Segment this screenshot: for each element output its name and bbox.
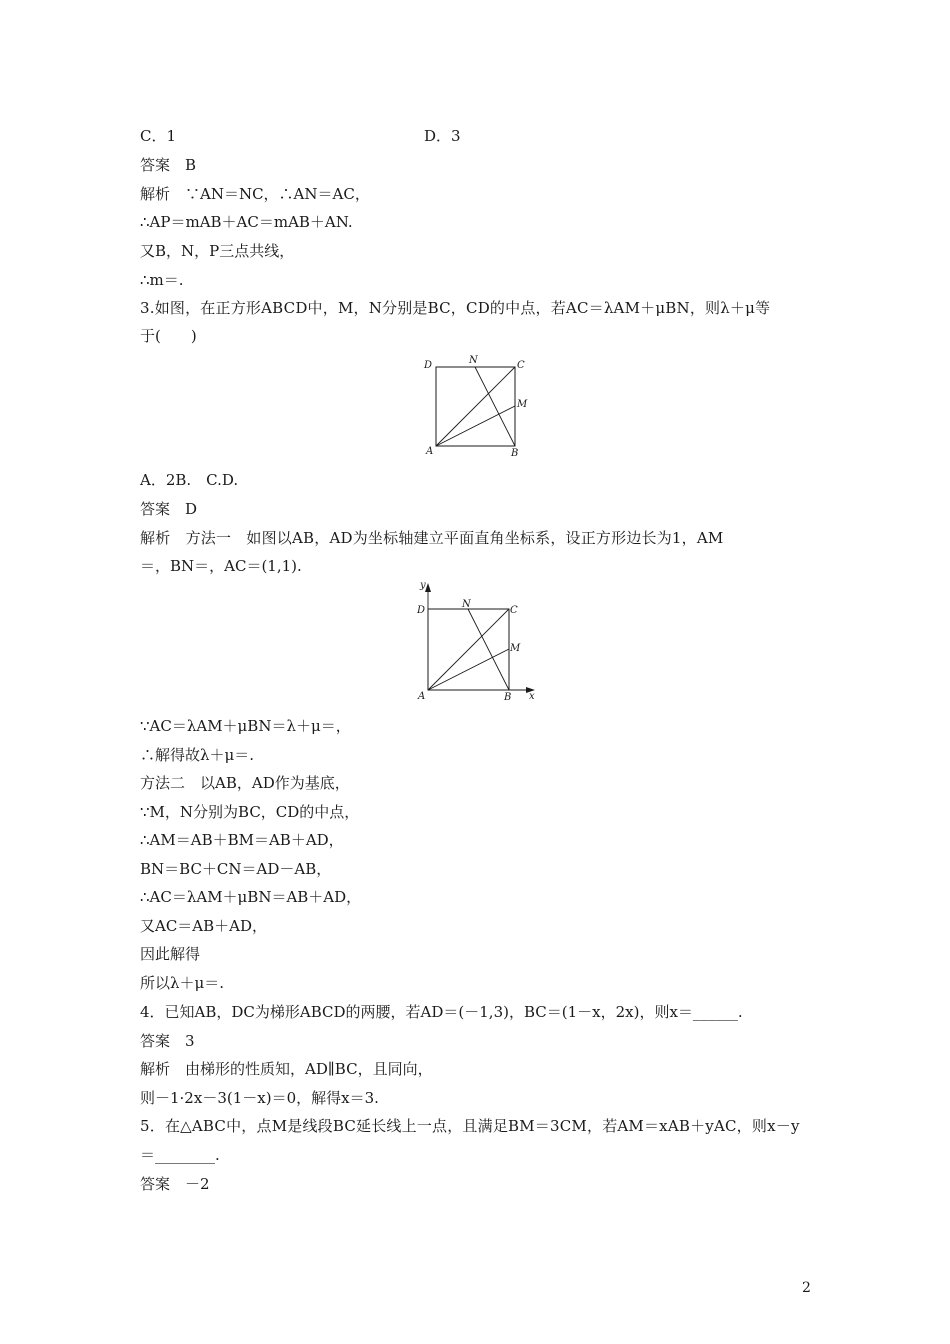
fig2-label-a: A [418,691,426,702]
fig1-label-d: D [424,360,433,371]
answer-1: 答案 B [140,156,197,174]
analysis-3-method2: 方法二 以AB，AD作为基底， [140,774,350,792]
analysis-3-method2-line8: 所以λ＋μ＝. [140,974,225,992]
square-figure-1 [420,352,530,462]
fig2-label-y: y [420,580,426,591]
question-3-options: A．2B. C.D. [140,471,239,489]
answer-3: 答案 D [140,500,198,518]
question-3: 3.如图，在正方形ABCD中，M，N分别是BC，CD的中点，若AC＝λAM＋μBN，则λ＋μ等 [140,299,771,317]
coordinate-figure-2 [412,578,542,704]
question-5: 5．在△ABC中，点M是线段BC延长线上一点，且满足BM＝3CM，若AM＝xAB＋yAC，则x－y [140,1117,800,1135]
fig2-label-d: D [417,605,426,616]
analysis-1-line2: ∴AP＝mAB＋AC＝mAB＋AN. [140,213,353,231]
analysis-1-line4: ∴m＝. [140,271,184,289]
analysis-4: 解析 由梯形的性质知，AD∥BC，且同向， [140,1060,433,1078]
analysis-3-method2-line4: BN＝BC＋CN＝AD－AB， [140,860,332,878]
analysis-3-equation: ∵AC＝λAM＋μBN＝λ＋μ＝， [140,717,351,735]
option-c: C．1 [140,127,177,145]
fig2-label-x: x [529,691,535,702]
question-3-line2: 于( ) [140,327,197,345]
fig1-label-b: B [511,448,519,459]
analysis-3-method1-line2: ＝，BN＝，AC＝(1,1). [140,557,302,575]
analysis-4-line2: 则－1·2x－3(1－x)＝0，解得x＝3. [140,1089,379,1107]
analysis-3-method2-line2: ∵M，N分别为BC，CD的中点， [140,803,360,821]
fig2-label-c: C [510,605,518,616]
answer-5: 答案 －2 [140,1175,210,1193]
fig1-label-m: M [517,399,528,410]
fig1-label-a: A [426,446,434,457]
fig2-label-b: B [504,692,512,703]
fig2-label-m: M [510,643,521,654]
fig1-label-n: N [469,355,478,366]
fig2-label-n: N [462,599,471,610]
question-5-line2: ＝________. [140,1146,220,1164]
analysis-3-method2-line3: ∴AM＝AB＋BM＝AB＋AD， [140,831,344,849]
analysis-1: 解析 ∵AN＝NC，∴AN＝AC， [140,185,370,203]
question-4: 4．已知AB，DC为梯形ABCD的两腰，若AD＝(－1,3)，BC＝(1－x，2x)，则x＝______. [140,1003,743,1021]
analysis-3-method2-line6: 又AC＝AB＋AD， [140,917,268,935]
fig1-label-c: C [517,360,525,371]
analysis-1-line3: 又B，N，P三点共线， [140,242,295,260]
answer-4: 答案 3 [140,1032,195,1050]
analysis-3-method2-line5: ∴AC＝λAM＋μBN＝AB＋AD， [140,888,362,906]
analysis-3-method2-line7: 因此解得 [140,945,201,963]
page-number: 2 [802,1280,811,1296]
option-d: D．3 [424,127,461,145]
analysis-3-solve: ∴解得故λ＋μ＝. [140,746,255,764]
analysis-3-method1: 解析 方法一 如图以AB，AD为坐标轴建立平面直角坐标系，设正方形边长为1，AM [140,529,724,547]
